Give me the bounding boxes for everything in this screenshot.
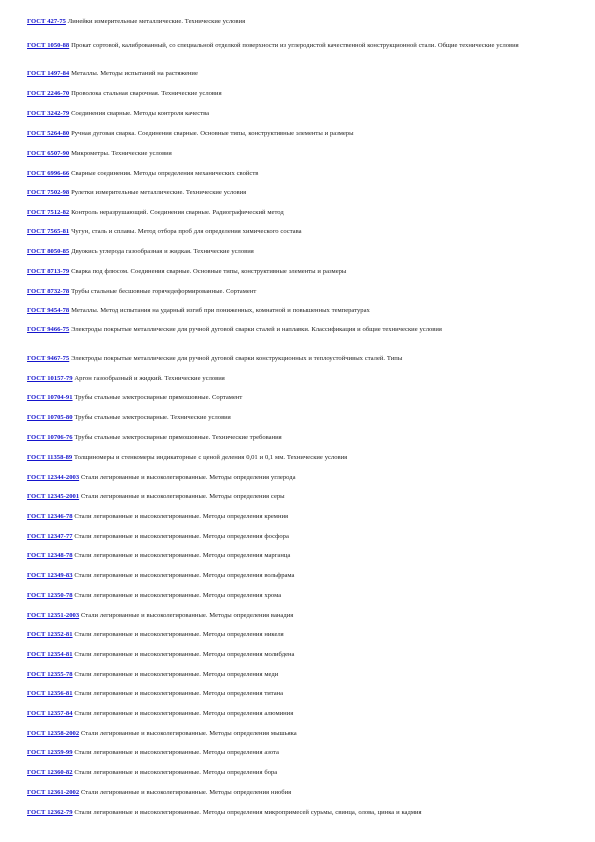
standard-title: Стали легированные и высоколегированные. Методы определения меди (74, 671, 279, 678)
standard-title: Двуокись углерода газообразная и жидкая. Технические условия (71, 248, 254, 255)
standard-entry (27, 306, 567, 315)
standard-title: Стали легированные и высоколегированные. Методы определения никеля (74, 631, 284, 638)
standard-code-link[interactable]: ГОСТ 10705-80 (27, 414, 73, 421)
standard-entry (27, 89, 567, 98)
standard-code-link[interactable]: ГОСТ 9454-78 (27, 307, 70, 314)
standard-code-link[interactable]: ГОСТ 9467-75 (27, 355, 70, 362)
standard-title: Трубы стальные электросварные прямошовные. Сортамент (74, 394, 243, 401)
standard-entry (27, 247, 567, 256)
standard-title: Металлы. Метод испытания на ударный изгиб при пониженных, комнатной и повышенных температурах (71, 307, 370, 314)
standard-code-link[interactable]: ГОСТ 6507-90 (27, 150, 70, 157)
standard-code-link[interactable]: ГОСТ 10704-91 (27, 394, 73, 401)
standard-code-link[interactable]: ГОСТ 12346-78 (27, 513, 73, 520)
standard-title: Рулетки измерительные металлические. Технические условия (71, 189, 247, 196)
standard-entry (27, 571, 567, 580)
standard-entry (27, 768, 567, 777)
standard-code-link[interactable]: ГОСТ 2246-70 (27, 90, 70, 97)
standard-entry (27, 748, 567, 757)
standard-title: Линейки измерительные металлические. Технические условия (67, 18, 246, 25)
standard-code-link[interactable]: ГОСТ 12362-79 (27, 809, 73, 816)
standard-title: Стали легированные и высоколегированные. Методы определения фосфора (74, 533, 289, 540)
standard-entry (27, 374, 567, 383)
standard-code-link[interactable]: ГОСТ 12358-2002 (27, 730, 80, 737)
standard-code-link[interactable]: ГОСТ 5264-80 (27, 130, 70, 137)
standard-entry (27, 227, 567, 236)
standard-title: Соединения сварные. Методы контроля качества (71, 110, 210, 117)
standard-title: Стали легированные и высоколегированные. Методы определения ниобия (80, 789, 292, 796)
standard-entry (27, 354, 567, 363)
standard-code-link[interactable]: ГОСТ 12357-84 (27, 710, 73, 717)
standard-code-link[interactable]: ГОСТ 12351-2003 (27, 612, 80, 619)
standard-entry (27, 188, 567, 197)
standard-title: Прокат сортовой, калиброванный, со специальной отделкой поверхности из углеродистой качественной конструкционной стали. Общие технические условия (71, 42, 519, 49)
standard-title: Стали легированные и высоколегированные. Методы определения ванадия (80, 612, 294, 619)
standard-code-link[interactable]: ГОСТ 12352-81 (27, 631, 73, 638)
standard-entry (27, 473, 567, 482)
standard-entry (27, 611, 567, 620)
standard-entry (27, 551, 567, 560)
standard-entry (27, 492, 567, 501)
standard-title: Стали легированные и высоколегированные. Методы определения бора (74, 769, 278, 776)
standard-code-link[interactable]: ГОСТ 12349-83 (27, 572, 73, 579)
standard-title: Стали легированные и высоколегированные. Методы определения титана (74, 690, 284, 697)
standard-entry (27, 17, 567, 26)
standard-code-link[interactable]: ГОСТ 12354-81 (27, 651, 73, 658)
standard-entry (27, 169, 567, 178)
standard-title: Толщиномеры и стенкомеры индикаторные с ценой деления 0,01 и 0,1 мм. Технические условия (74, 454, 348, 461)
standard-code-link[interactable]: ГОСТ 3242-79 (27, 110, 70, 117)
standard-title: Стали легированные и высоколегированные. Методы определения молибдена (74, 651, 295, 658)
standard-code-link[interactable]: ГОСТ 8732-78 (27, 288, 70, 295)
standard-code-link[interactable]: ГОСТ 12345-2001 (27, 493, 80, 500)
standard-code-link[interactable]: ГОСТ 1497-84 (27, 70, 70, 77)
standard-code-link[interactable]: ГОСТ 427-75 (27, 18, 66, 25)
standard-code-link[interactable]: ГОСТ 12359-99 (27, 749, 73, 756)
standard-code-link[interactable]: ГОСТ 12348-78 (27, 552, 73, 559)
standard-title: Трубы стальные бесшовные горячедеформированные. Сортамент (71, 288, 257, 295)
standard-code-link[interactable]: ГОСТ 10157-79 (27, 375, 73, 382)
standard-code-link[interactable]: ГОСТ 1050-88 (27, 42, 70, 49)
standard-entry (27, 591, 567, 600)
standard-entry (27, 729, 567, 738)
standard-entry (27, 670, 567, 679)
standard-entry (27, 149, 567, 158)
standard-entry (27, 453, 567, 462)
standard-code-link[interactable]: ГОСТ 9466-75 (27, 326, 70, 333)
standard-code-link[interactable]: ГОСТ 12350-78 (27, 592, 73, 599)
standard-title: Стали легированные и высоколегированные. Методы определения кремния (74, 513, 289, 520)
standard-code-link[interactable]: ГОСТ 8713-79 (27, 268, 70, 275)
standard-title: Электроды покрытые металлические для ручной дуговой сварки сталей и наплавки. Классификация и общие технические условия (71, 326, 442, 333)
standard-code-link[interactable]: ГОСТ 12360-82 (27, 769, 73, 776)
standard-code-link[interactable]: ГОСТ 12347-77 (27, 533, 73, 540)
standard-entry (27, 413, 567, 422)
standard-entry (27, 433, 567, 442)
standard-code-link[interactable]: ГОСТ 12356-81 (27, 690, 73, 697)
standard-entry (27, 512, 567, 521)
standard-title: Стали легированные и высоколегированные. Методы определения азота (74, 749, 279, 756)
standard-title: Ручная дуговая сварка. Соединения сварные. Основные типы, конструктивные элементы и размеры (71, 130, 354, 137)
standard-entry (27, 788, 567, 797)
standard-entry (27, 69, 567, 78)
standard-entry (27, 208, 567, 217)
standard-title: Стали легированные и высоколегированные. Методы определения мышьяка (80, 730, 297, 737)
standard-title: Контроль неразрушающий. Соединения сварные. Радиографический метод (71, 209, 284, 216)
standard-entry (27, 532, 567, 541)
standard-title: Металлы. Методы испытаний на растяжение (71, 70, 198, 77)
standard-title: Стали легированные и высоколегированные. Методы определения марганца (74, 552, 291, 559)
standard-entry (27, 267, 567, 276)
standard-code-link[interactable]: ГОСТ 11358-89 (27, 454, 73, 461)
standard-entry (27, 689, 567, 698)
standard-entry (27, 709, 567, 718)
standard-entry (27, 630, 567, 639)
standard-code-link[interactable]: ГОСТ 7565-81 (27, 228, 70, 235)
standard-title: Трубы стальные электросварные. Технические условия (74, 414, 231, 421)
standard-title: Стали легированные и высоколегированные. Методы определения углерода (80, 474, 296, 481)
standard-code-link[interactable]: ГОСТ 12355-78 (27, 671, 73, 678)
standard-title: Стали легированные и высоколегированные. Методы определения хрома (74, 592, 282, 599)
standard-code-link[interactable]: ГОСТ 12361-2002 (27, 789, 80, 796)
standard-entry (27, 109, 567, 118)
standard-title: Стали легированные и высоколегированные. Методы определения алюминия (74, 710, 294, 717)
standard-entry (27, 287, 567, 296)
standard-entry (27, 41, 567, 50)
standard-entry (27, 650, 567, 659)
standard-code-link[interactable]: ГОСТ 10706-76 (27, 434, 73, 441)
standard-title: Проволока стальная сварочная. Технические условия (71, 90, 222, 97)
standard-title: Аргон газообразный и жидкий. Технические условия (74, 375, 225, 382)
standard-entry (27, 808, 567, 817)
standard-title: Сварные соединения. Методы определения механических свойств (71, 170, 259, 177)
standard-title: Стали легированные и высоколегированные. Методы определения серы (80, 493, 285, 500)
standard-code-link[interactable]: ГОСТ 7512-82 (27, 209, 70, 216)
standard-title: Электроды покрытые металлические для ручной дуговой сварки конструкционных и теплоустойчивых сталей. Типы (71, 355, 403, 362)
standard-code-link[interactable]: ГОСТ 12344-2003 (27, 474, 80, 481)
standard-title: Стали легированные и высоколегированные. Методы определения вольфрама (74, 572, 295, 579)
standard-entry (27, 393, 567, 402)
standard-code-link[interactable]: ГОСТ 7502-98 (27, 189, 70, 196)
standard-title: Чугун, сталь и сплавы. Метод отбора проб для определения химического состава (71, 228, 302, 235)
standard-title: Стали легированные и высоколегированные. Методы определения микропримесей сурьмы, свинца, олова, цинка и кадмия (74, 809, 422, 816)
standard-entry (27, 129, 567, 138)
standard-title: Микрометры. Технические условия (71, 150, 172, 157)
standard-code-link[interactable]: ГОСТ 8050-85 (27, 248, 70, 255)
standard-title: Сварка под флюсом. Соединения сварные. Основные типы, конструктивные элементы и размеры (71, 268, 347, 275)
standard-code-link[interactable]: ГОСТ 6996-66 (27, 170, 70, 177)
standard-entry (27, 325, 567, 334)
standard-title: Трубы стальные электросварные прямошовные. Технические требования (74, 434, 282, 441)
